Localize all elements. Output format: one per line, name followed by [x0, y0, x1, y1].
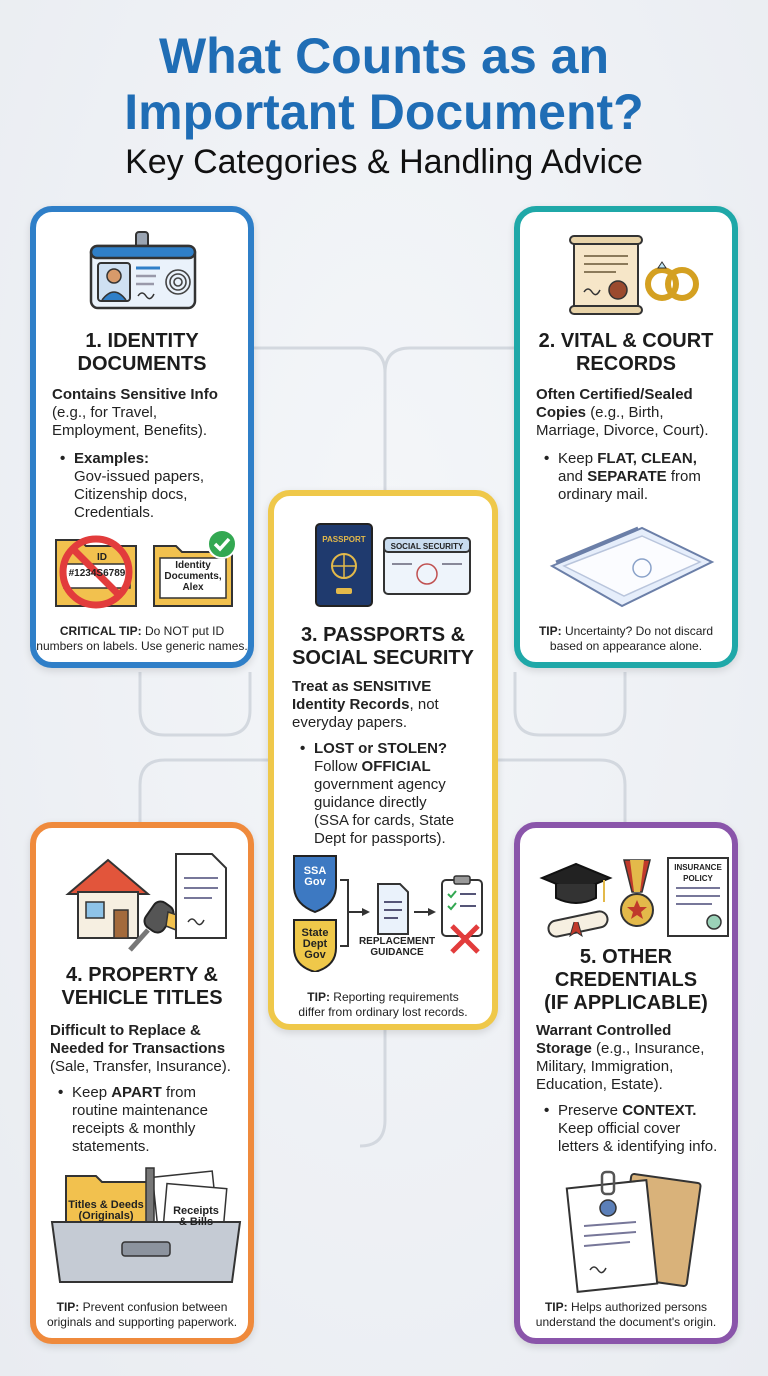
- clipped-letter-icon: [564, 1166, 704, 1294]
- card-vital-court-records: [514, 206, 738, 668]
- house-icon: [64, 850, 234, 954]
- passport-label: PASSPORT: [322, 535, 366, 544]
- folder-receipts-label: Receipts & Bills: [173, 1205, 219, 1228]
- ss-card-label: SOCIAL SECURITY: [390, 542, 464, 551]
- card-title: 5. OTHER CREDENTIALS (IF APPLICABLE): [544, 946, 708, 1014]
- card-bullet: • LOST or STOLEN? Follow OFFICIAL government agency guidance directly (SSA for cards, State Dept for passports).: [300, 740, 455, 847]
- page-subtitle: Key Categories & Handling Advice: [125, 143, 643, 181]
- medal-icon: [621, 860, 653, 926]
- card-bullet: • Keep FLAT, CLEAN, and SEPARATE from ordinary mail.: [544, 450, 701, 503]
- folder-bad-label: #1234S6789: [68, 568, 126, 579]
- sheet-protector-icon: [542, 522, 718, 612]
- checkmark-icon: [208, 530, 236, 558]
- folder-bad-prefix: ID: [97, 552, 107, 563]
- page-title-line2: Important Document?: [124, 84, 644, 140]
- card-tip: TIP: Helps authorized persons understand the document's origin.: [535, 1300, 717, 1329]
- card-tip: TIP: Uncertainty? Do not discard based on appearance alone.: [538, 624, 714, 653]
- card-other-credentials: [514, 822, 738, 1344]
- card-tip: TIP: Reporting requirements differ from ordinary lost records.: [298, 990, 468, 1019]
- card-description: Often Certified/Sealed Copies (e.g., Birth, Marriage, Divorce, Court).: [536, 386, 709, 439]
- card-title: 3. PASSPORTS & SOCIAL SECURITY: [292, 624, 474, 669]
- card-identity-documents: [30, 206, 254, 668]
- diploma-icon: [547, 910, 609, 938]
- document-icon: [378, 884, 408, 934]
- card-tip: CRITICAL TIP: Do NOT put ID numbers on labels. Use generic names.: [36, 624, 248, 653]
- card-passports-social-security: [268, 490, 498, 1030]
- shield-ssa-label: SSA Gov: [303, 865, 327, 888]
- id-badge-icon: [88, 230, 198, 310]
- folder-titles-label: Titles & Deeds (Originals): [68, 1199, 144, 1222]
- shield-state-label: State Dept Gov: [301, 927, 329, 961]
- deed-document-icon: [176, 854, 226, 938]
- card-title: 1. IDENTITY DOCUMENTS: [77, 330, 207, 375]
- card-property-vehicle-titles: [30, 822, 254, 1344]
- card-description: Warrant Controlled Storage (e.g., Insurance, Military, Immigration, Education, Estate).: [536, 1022, 705, 1093]
- card-bullet: • Examples: Gov-issued papers, Citizenship docs, Credentials.: [60, 450, 205, 521]
- certificate-scroll-icon: [566, 232, 706, 316]
- card-description: Contains Sensitive Info (e.g., for Travel, Employment, Benefits).: [52, 386, 218, 439]
- card-description: Treat as SENSITIVE Identity Records, not everyday papers.: [292, 678, 439, 731]
- page-title-line1: What Counts as an: [158, 28, 610, 84]
- folder-good-label: Identity Documents, Alex: [164, 560, 222, 593]
- card-title: 4. PROPERTY & VEHICLE TITLES: [61, 964, 223, 1009]
- replacement-guidance-label: REPLACEMENT GUIDANCE: [358, 936, 436, 958]
- card-tip: TIP: Prevent confusion between originals and supporting paperwork.: [46, 1300, 238, 1329]
- wedding-rings-icon: [648, 270, 696, 298]
- card-bullet: • Keep APART from routine maintenance receipts & monthly statements.: [58, 1084, 208, 1155]
- card-bullet: • Preserve CONTEXT. Keep official cover letters & identifying info.: [544, 1102, 718, 1155]
- card-title: 2. VITAL & COURT RECORDS: [538, 330, 714, 375]
- card-description: Difficult to Replace & Needed for Transactions (Sale, Transfer, Insurance).: [50, 1022, 231, 1075]
- insurance-policy-label: INSURANCE POLICY: [674, 863, 722, 883]
